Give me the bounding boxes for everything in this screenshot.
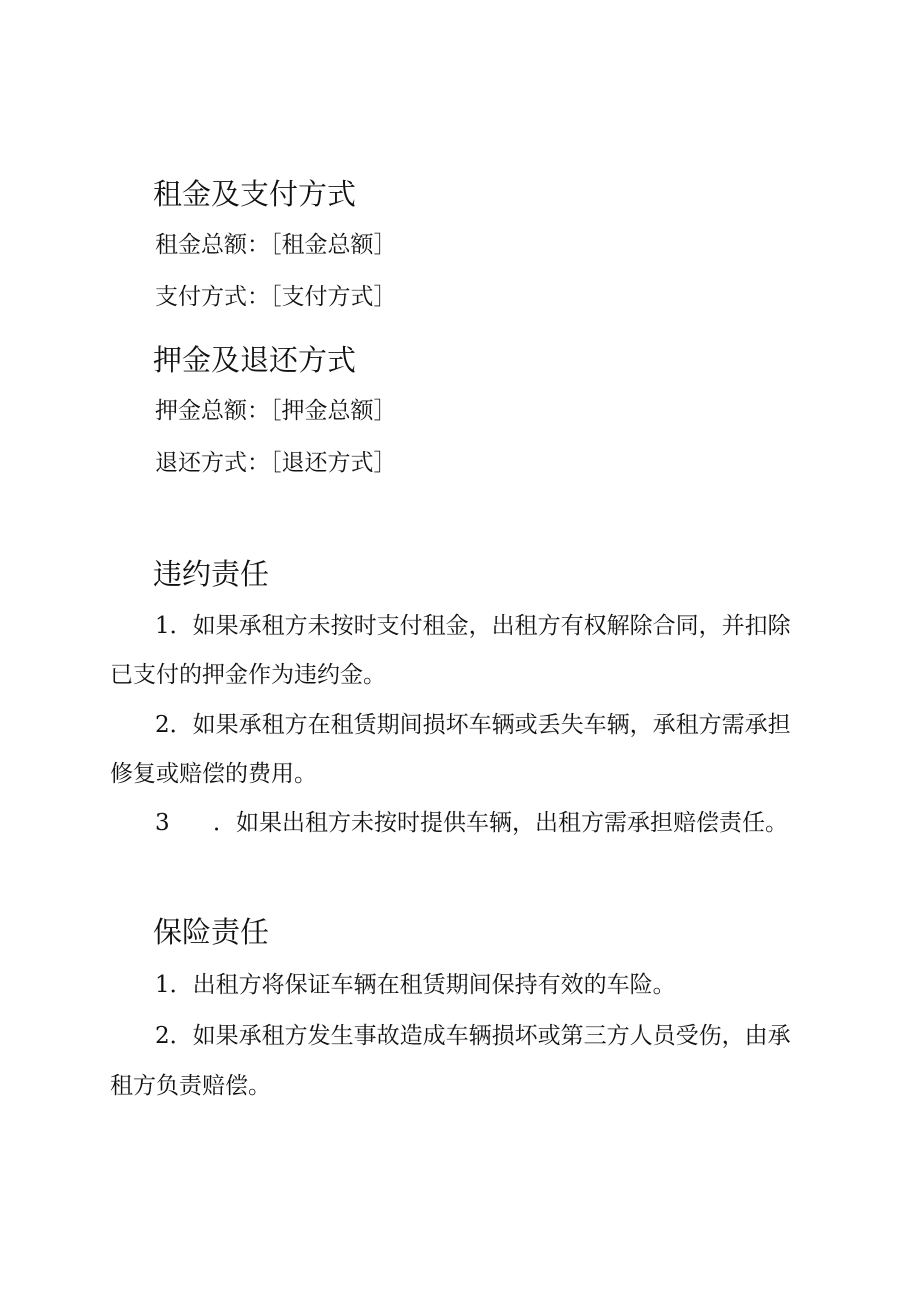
payment-method-line [155, 282, 397, 312]
rent-total-line [155, 230, 397, 260]
breach-item-1-line-1: 1．如果承租方未按时支付租金，出租方有权解除合同，并扣除 [155, 613, 791, 639]
refund-method-label: 退还方式： [155, 450, 270, 476]
insurance-item-1: 1．出租方将保证车辆在租赁期间保持有效的车险。 [155, 972, 676, 998]
insurance-section-heading: 保险责任 [153, 915, 270, 949]
payment-method-label: 支付方式： [155, 284, 270, 310]
rent-section-heading: 租金及支付方式 [153, 177, 357, 211]
breach-item-2-line-1: 2．如果承租方在租赁期间损坏车辆或丢失车辆，承租方需承担 [155, 712, 791, 738]
breach-item-3-number: 3 [155, 810, 170, 836]
breach-section-heading: 违约责任 [153, 557, 270, 591]
deposit-total-placeholder: ［押金总额］ [270, 398, 397, 424]
breach-item-2-line-2: 修复或赔偿的费用。 [110, 761, 317, 787]
deposit-total-line [155, 396, 397, 426]
payment-method-placeholder: ［支付方式］ [270, 284, 397, 310]
refund-method-line [155, 448, 397, 478]
rent-total-label: 租金总额： [155, 232, 270, 258]
deposit-total-label: 押金总额： [155, 398, 270, 424]
breach-item-1-line-2: 已支付的押金作为违约金。 [110, 662, 386, 688]
breach-item-3-line [155, 808, 788, 838]
rent-total-placeholder: ［租金总额］ [270, 232, 397, 258]
deposit-section-heading: 押金及退还方式 [153, 343, 357, 377]
insurance-item-2-line-1: 2．如果承租方发生事故造成车辆损坏或第三方人员受伤，由承 [155, 1023, 791, 1049]
insurance-item-2-line-2: 租方负责赔偿。 [110, 1073, 271, 1099]
refund-method-placeholder: ［退还方式］ [270, 450, 397, 476]
breach-item-3-text: ．如果出租方未按时提供车辆，出租方需承担赔偿责任。 [213, 810, 788, 836]
